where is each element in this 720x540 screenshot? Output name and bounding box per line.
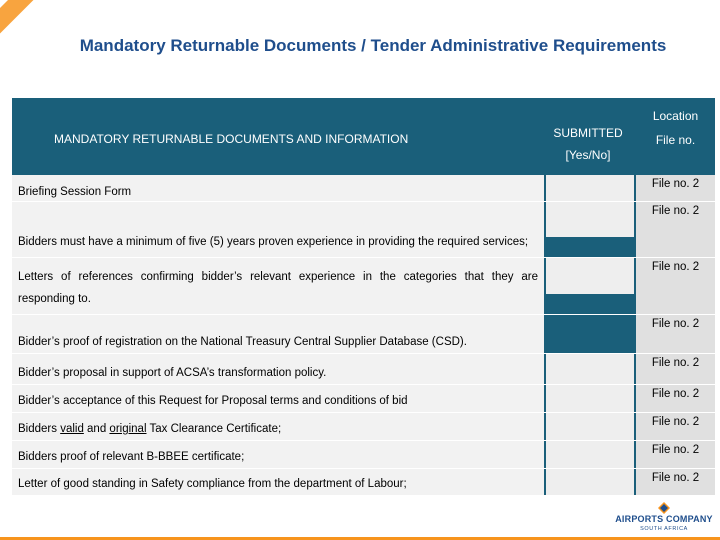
submitted-cell[interactable] — [546, 202, 634, 237]
submitted-cell[interactable] — [546, 354, 634, 384]
row-description: Bidder’s proposal in support of ACSA’s transformation policy. — [18, 367, 327, 379]
table-row — [12, 202, 715, 257]
table-row — [12, 469, 715, 495]
header-submitted — [544, 122, 632, 166]
row-location: File no. 2 — [636, 315, 715, 353]
row-description: Bidders must have a minimum of five (5) years proven experience in providing the required services; — [18, 236, 529, 248]
submitted-cell[interactable] — [546, 175, 634, 201]
table-row — [12, 354, 715, 384]
logo-sub: SOUTH AFRICA — [640, 526, 688, 532]
row-description: Bidder’s acceptance of this Request for Proposal terms and conditions of bid — [18, 395, 408, 407]
submitted-cell[interactable] — [546, 413, 634, 440]
row-location: File no. 2 — [636, 202, 715, 257]
row-description: Briefing Session Form — [18, 186, 132, 198]
table-row — [12, 385, 715, 412]
row-location: File no. 2 — [636, 385, 715, 412]
row-description: Bidders valid and original Tax Clearance Certificate; — [18, 423, 282, 435]
table-row — [12, 175, 715, 201]
submitted-cell[interactable] — [546, 441, 634, 468]
row-location: File no. 2 — [636, 413, 715, 440]
documents-table — [12, 98, 715, 495]
row-location: File no. 2 — [636, 469, 715, 495]
header-submitted-label: SUBMITTED — [553, 126, 623, 140]
submitted-cell[interactable] — [546, 469, 634, 495]
table-row — [12, 441, 715, 468]
table-row — [12, 315, 715, 353]
header-submitted-yesno: [Yes/No] — [565, 148, 611, 162]
submitted-cell[interactable] — [546, 385, 634, 412]
header-documents: MANDATORY RETURNABLE DOCUMENTS AND INFORMATION — [54, 132, 409, 146]
header-file-no: File no. — [655, 133, 696, 147]
row-description: Letter of good standing in Safety compliance from the department of Labour; — [18, 478, 407, 490]
logo-name: AIRPORTS COMPANY — [615, 514, 713, 524]
row-location: File no. 2 — [636, 441, 715, 468]
row-location: File no. 2 — [636, 175, 715, 201]
submitted-cell[interactable] — [546, 258, 634, 294]
header-location — [636, 104, 715, 152]
table-row — [12, 258, 715, 314]
header-location-label: Location — [652, 109, 699, 123]
table-row — [12, 413, 715, 440]
airports-company-logo — [612, 500, 716, 538]
row-location: File no. 2 — [636, 258, 715, 314]
page-title: Mandatory Returnable Documents / Tender Administrative Requirements — [79, 36, 667, 55]
row-description: Bidders proof of relevant B-BBEE certificate; — [18, 451, 245, 463]
row-location: File no. 2 — [636, 354, 715, 384]
row-description: Letters of references confirming bidder’s relevant experience in the categories that they are responding to. — [18, 271, 538, 305]
row-description: Bidder’s proof of registration on the National Treasury Central Supplier Database (CSD). — [18, 336, 467, 348]
table-header — [12, 98, 715, 175]
